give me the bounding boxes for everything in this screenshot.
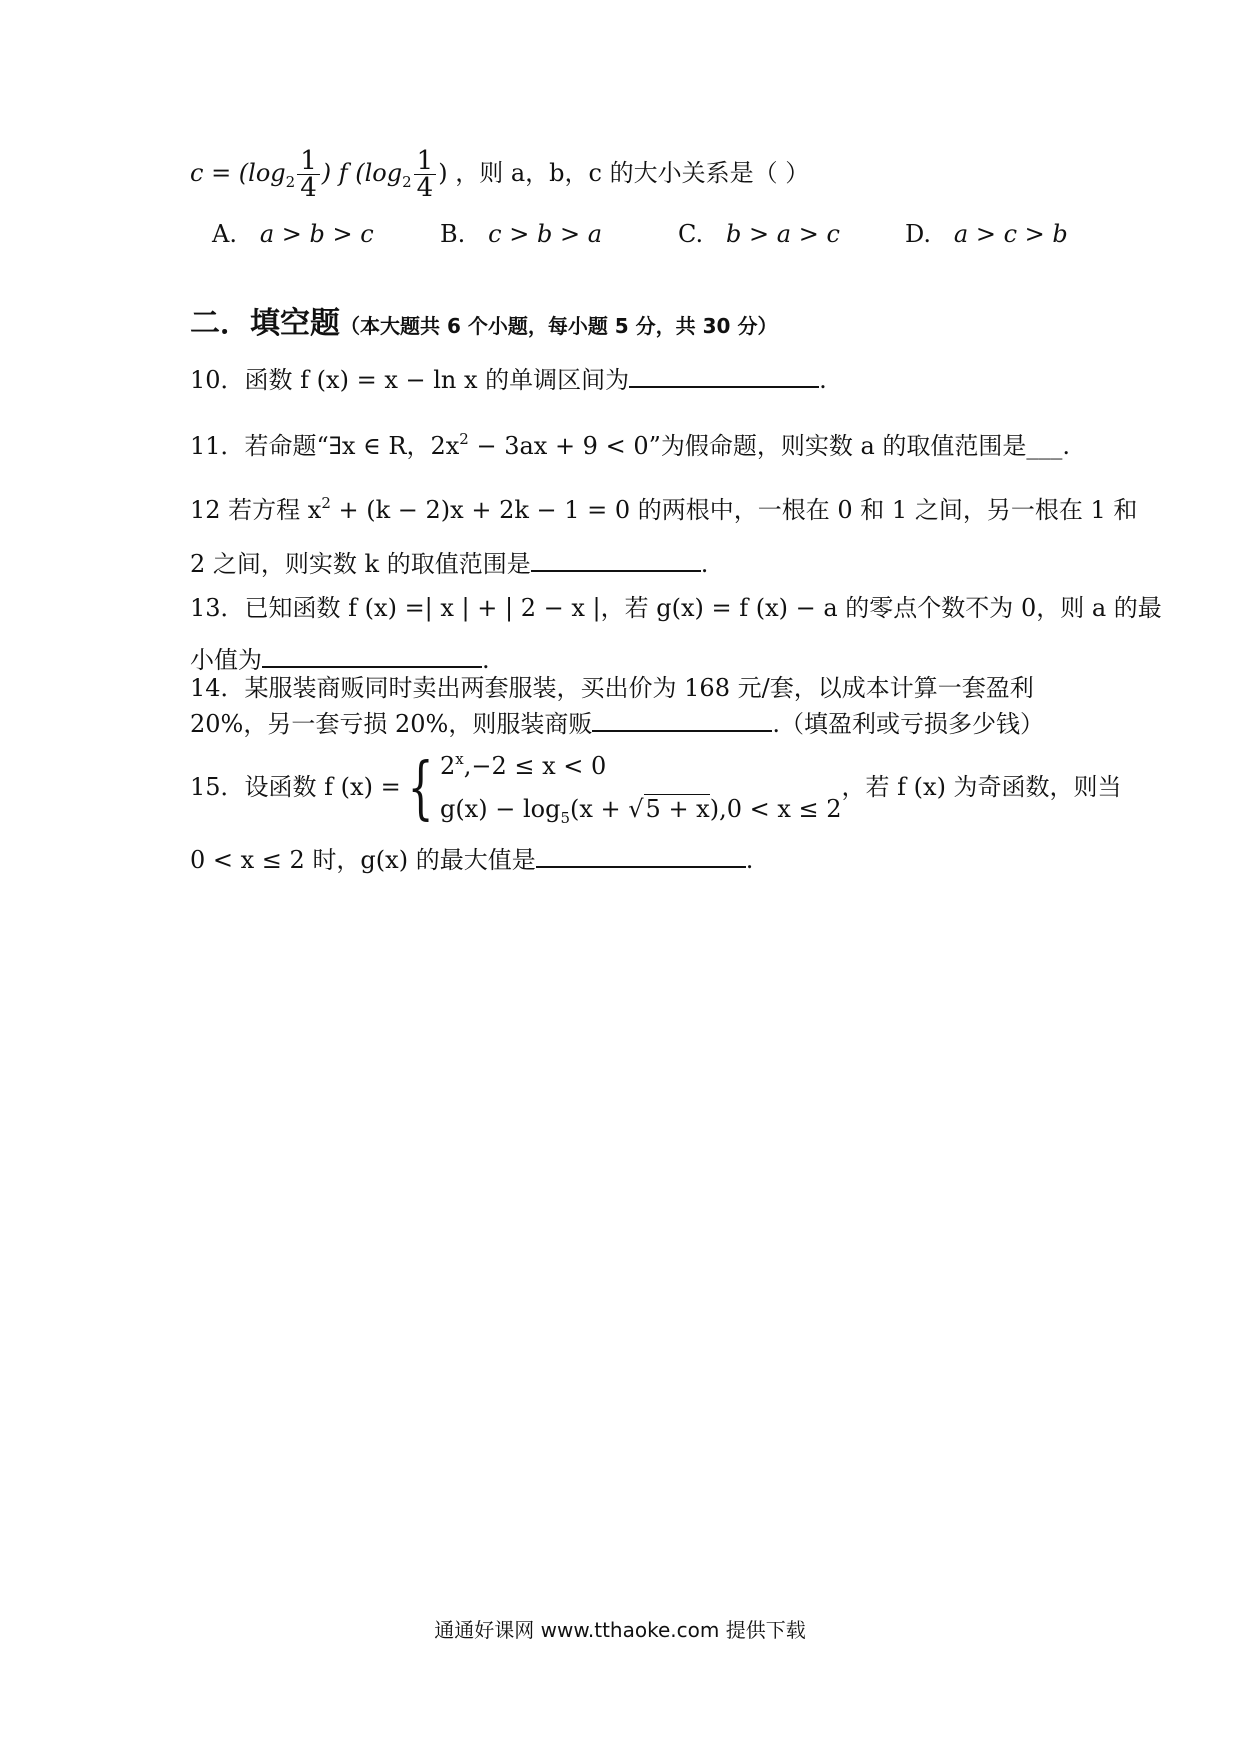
question-12-line1 — [190, 494, 1137, 529]
q12-text-a: 12 若方程 x — [190, 496, 322, 524]
q15-cases — [440, 746, 842, 832]
q9-tail: ) ，则 a，b，c 的大小关系是（ ） — [438, 159, 810, 187]
q14-text-line1: 14．某服装商贩同时卖出两套服装，买出价为 168 元/套，以成本计算一套盈利 — [190, 674, 1034, 702]
section-2-heading: 二．填空题 — [190, 306, 340, 341]
q15-case2-sqrt: 5 + x — [645, 794, 710, 823]
q11-sup: 2 — [459, 430, 469, 448]
q12-end: . — [700, 550, 709, 578]
q9-lead-sub: 2 — [285, 173, 296, 191]
question-15-line1 — [190, 742, 1122, 832]
q9-frac-num-1: 1 — [297, 148, 320, 175]
option-a-label: A. — [212, 220, 237, 248]
q11-text: 若命题“∃x ∈ R，2x — [244, 432, 460, 460]
q12-text-line2: 2 之间，则实数 k 的取值范围是 — [190, 550, 531, 578]
q15-case2-c: ),0 < x ≤ 2 — [709, 794, 842, 823]
q11-answer-blank[interactable]: ___ — [1026, 432, 1063, 460]
q9-mid-sub: 2 — [402, 173, 412, 191]
question-10 — [190, 362, 827, 396]
question-13-line2 — [190, 642, 490, 676]
q14-text-line2b: .（填盈利或亏损多少钱） — [772, 710, 1044, 738]
q15-case1-base: 2 — [439, 751, 456, 780]
q13-text-line2: 小值为 — [190, 646, 262, 674]
q15-answer-blank[interactable] — [536, 842, 746, 868]
q10-text: 函数 f (x) = x − ln x 的单调区间为 — [244, 366, 630, 394]
q14-text-line2a: 20%，另一套亏损 20%，则服装商贩 — [190, 710, 593, 738]
question-11 — [190, 430, 1070, 465]
q10-number: 10． — [190, 366, 245, 394]
q11-number: 11． — [190, 432, 245, 460]
q9-fraction-2 — [414, 148, 437, 201]
q12-text-b: + (k − 2)x + 2k − 1 = 0 的两根中，一根在 0 和 1 之间，另一根在 1 和 — [330, 496, 1138, 524]
q13-end: . — [482, 646, 490, 674]
q15-case2-b: (x + — [569, 794, 629, 823]
q15-end: . — [745, 846, 754, 874]
option-b — [440, 218, 602, 250]
page-footer: 通通好课网 www.tthaoke.com 提供下载 — [434, 1618, 806, 1642]
q11-end: . — [1062, 432, 1071, 460]
q15-text-line2: 0 < x ≤ 2 时，g(x) 的最大值是 — [190, 846, 536, 874]
q15-brace: { — [407, 748, 434, 828]
q9-frac-den-1: 4 — [300, 173, 317, 203]
q15-lead: 15．设函数 f (x) = — [190, 773, 401, 801]
option-c-label: C. — [678, 220, 704, 248]
q12-answer-blank[interactable] — [531, 546, 701, 572]
option-d — [905, 218, 1068, 250]
q9-lead: c = (log — [190, 159, 286, 187]
q12-sup: 2 — [321, 494, 331, 512]
q9-fraction-1 — [297, 148, 320, 201]
q11-text2: − 3ax + 9 < 0”为假命题，则实数 a 的取值范围是 — [468, 432, 1027, 460]
question-13-line1 — [190, 592, 1162, 624]
section-2-title — [190, 298, 777, 342]
section-2-note: （本大题共 6 个小题，每小题 5 分，共 30 分） — [340, 314, 778, 338]
q15-case2-sub: 5 — [560, 808, 570, 827]
option-d-text: a > c > b — [953, 220, 1068, 248]
q10-answer-blank[interactable] — [629, 362, 819, 388]
question-15-line2 — [190, 842, 753, 876]
q15-tail: ，若 f (x) 为奇函数，则当 — [841, 773, 1122, 801]
option-b-label: B. — [440, 220, 466, 248]
q15-case2-a: g(x) − log — [439, 794, 561, 823]
option-a — [212, 218, 374, 250]
q13-answer-blank[interactable] — [262, 642, 482, 668]
q9-mid: ) f (log — [321, 159, 403, 187]
option-b-text: c > b > a — [488, 220, 603, 248]
question-14-line2 — [190, 706, 1044, 740]
q14-answer-blank[interactable] — [592, 706, 772, 732]
q9-stem-tail — [190, 148, 809, 201]
q10-end: . — [819, 366, 827, 394]
q15-case-2: $g(x) - \log_5(x + √5 + x),0 < x \le 2$ — [439, 794, 842, 827]
option-c-text: b > a > c — [726, 220, 840, 248]
q9-frac-num-2: 1 — [414, 148, 437, 175]
option-a-text: a > b > c — [259, 220, 374, 248]
q15-case1-rest: ,−2 ≤ x < 0 — [463, 751, 607, 780]
option-d-label: D. — [905, 220, 932, 248]
question-14-line1 — [190, 672, 1034, 704]
option-c — [678, 218, 840, 250]
q9-frac-den-2: 4 — [416, 173, 434, 203]
q13-text-line1: 13．已知函数 f (x) =| x | + | 2 − x |，若 g(x) = f (x) − a 的零点个数不为 0，则 a 的最 — [190, 594, 1162, 622]
q15-case1-sup: x — [455, 749, 464, 768]
question-12-line2 — [190, 546, 708, 580]
q15-case-1 — [440, 746, 842, 789]
